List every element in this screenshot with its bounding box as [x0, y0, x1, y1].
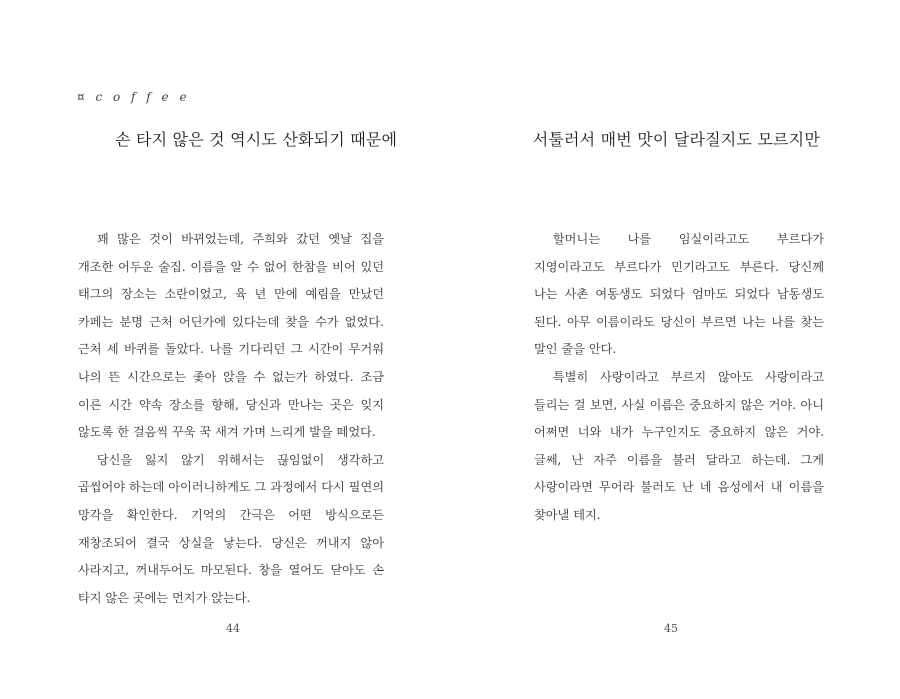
paragraph: 할머니는 나를 임실이라고도 부르다가 지영이라고도 부르다가 민기라고도 부른다. 당신께 나는 사촌 여동생도 되었다 엄마도 되었다 남동생도 된다. 아무 이름이라도 당신이 부르면 나는 나를 찾는 말인 줄을 안다.	[534, 232, 824, 357]
body-text	[534, 226, 824, 530]
right-page	[450, 0, 900, 699]
paragraph: 꽤 많은 것이 바뀌었는데, 주희와 갔던 옛날 집을 개조한 어두운 술집. 이름을 알 수 없어 한참을 비어 있던 태그의 장소는 소란이었고, 육 년 만에 예림을 만났던 카페는 분명 근처 어딘가에 있다는데 찾을 수가 없었다. 근처 세 바퀴를 돌았다. 나를 기다리던 그 시간이 무거워 나의 뜬 시간으로는 좇아 앉을 수 없는가 하였다. 조금 이른 시간 약속 장소를 향해, 당신과 만나는 곳은 잊지 않도록 한 걸음씩 꾸욱 꾹 새겨 가며 느리게 발을 떼었다.	[78, 232, 384, 440]
page-number: 44	[226, 622, 240, 635]
running-head: ¤ c o f f e e	[77, 90, 191, 104]
page-number: 45	[664, 622, 678, 635]
chapter-title: 손 타지 않은 것 역시도 산화되기 때문에	[115, 130, 398, 149]
chapter-title: 서툴러서 매번 맛이 달라질지도 모르지만	[532, 130, 820, 149]
paragraph: 특별히 사랑이라고 부르지 않아도 사랑이라고 들리는 걸 보면, 사실 이름은 중요하지 않은 거야. 아니 어쩌면 너와 내가 누구인지도 중요하지 않은 거야. 글쎄, 난 자주 이름을 불러 달라고 하는데. 그게 사랑이라면 무어라 불러도 난 네 음성에서 내 이름을 찾아낼 테지.	[534, 369, 824, 522]
body-text	[78, 226, 384, 612]
paragraph: 당신을 잃지 않기 위해서는 끊임없이 생각하고 곱씹어야 하는데 아이러니하게도 그 과정에서 다시 필연의 망각을 확인한다. 기억의 간극은 어떤 방식으로든 재창조되어 결국 상실을 낳는다. 당신은 꺼내지 않아 사라지고, 꺼내두어도 마모된다. 창을 열어도 닫아도 손 타지 않은 곳에는 먼지가 앉는다.	[78, 452, 384, 605]
